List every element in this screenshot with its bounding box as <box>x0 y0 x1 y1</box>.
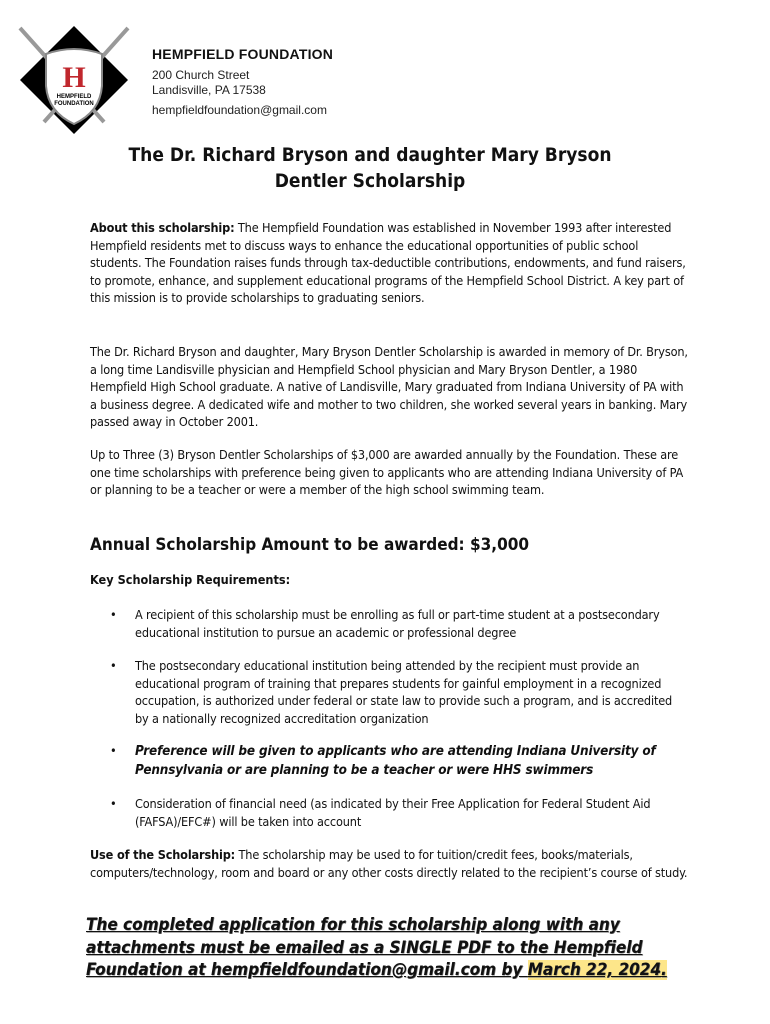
bullet-icon: • <box>110 607 117 622</box>
use-label: Use of the Scholarship: <box>90 847 236 862</box>
requirement-item <box>110 742 685 780</box>
address-line1: 200 Church Street <box>152 68 250 82</box>
awards-paragraph: Up to Three (3) Bryson Dentler Scholarships of $3,000 are awarded annually by the Foundation. These are one time scholarships with preference being given to applicants who are attending Indiana University of PA or planning to be a teacher or were a member of the high school swimming team. <box>90 447 684 497</box>
bullet-icon: • <box>110 743 117 758</box>
submission-instructions <box>86 914 706 982</box>
submission-text: The completed application for this scholarship along with any attachments must be emailed as a SINGLE PDF to the Hempfield Foundation at hempfieldfoundation@gmail.com by <box>86 915 643 980</box>
use-paragraph <box>90 846 690 881</box>
title-line1: The Dr. Richard Bryson and daughter Mary Bryson <box>128 144 612 166</box>
about-label: About this scholarship: <box>90 220 235 235</box>
address <box>152 68 333 98</box>
requirement-item <box>110 795 685 830</box>
svg-text:HEMPFIELD: HEMPFIELD <box>56 94 92 100</box>
svg-text:H: H <box>62 61 86 94</box>
org-header <box>152 46 333 117</box>
requirements-heading: Key Scholarship Requirements: <box>90 572 291 587</box>
requirement-item <box>110 606 685 641</box>
use-text: The scholarship may be used to for tuition/credit fees, books/materials, computers/technology, room and board or any other costs directly related to the recipient’s course of study. <box>90 847 688 880</box>
deadline: March 22, 2024 <box>527 960 662 980</box>
svg-text:FOUNDATION: FOUNDATION <box>54 101 94 107</box>
requirement-text: Preference will be given to applicants who are attending Indiana University of Pennsylvania or are planning to be a teacher or were HHS swimmers <box>135 744 656 778</box>
deadline-period: . <box>661 960 667 980</box>
memory-paragraph: The Dr. Richard Bryson and daughter, Mary Bryson Dentler Scholarship is awarded in memory of Dr. Bryson, a long time Landisville physician and Hempfield School physician and Mary Bryson Dentler, a 1980 Hempfield High School graduate. A native of Landisville, Mary graduated from Indiana University of PA with a business degree. A dedicated wife and mother to two children, she worked several years in banking. Mary passed away in October 2001. <box>90 344 688 429</box>
about-text: The Hempfield Foundation was established in November 1993 after interested Hempfield residents met to discuss ways to enhance the educational opportunities of public school students. The Foundation raises funds through tax-deductible contributions, endowments, and fund raisers, to promote, enhance, and supplement educational programs of the Hempfield School District. A key part of this mission is to provide scholarships to graduating seniors. <box>90 220 686 305</box>
bullet-icon: • <box>110 796 117 811</box>
address-line2: Landisville, PA 17538 <box>152 83 266 97</box>
requirement-text: The postsecondary educational institution being attended by the recipient must provide an educational program of training that prepares students for gainful employment in a recognized occupation, is authorized under federal or state law to provide such a program, and is accredited by a nationally recognized accreditation organization <box>135 658 673 726</box>
requirement-text: Consideration of financial need (as indicated by their Free Application for Federal Student Aid (FAFSA)/EFC#) will be taken into account <box>135 796 651 829</box>
org-email: hempfieldfoundation@gmail.com <box>152 103 327 117</box>
requirement-text: A recipient of this scholarship must be enrolling as full or part-time student at a postsecondary educational institution to pursue an academic or professional degree <box>135 607 660 640</box>
amount-heading: Annual Scholarship Amount to be awarded: $3,000 <box>90 535 529 555</box>
bullet-icon: • <box>110 658 117 673</box>
about-paragraph <box>90 219 690 307</box>
hempfield-logo <box>16 24 132 136</box>
page-title <box>90 142 650 194</box>
title-line2: Dentler Scholarship <box>274 170 466 192</box>
org-name: HEMPFIELD FOUNDATION <box>152 46 334 62</box>
requirement-item <box>110 657 685 727</box>
